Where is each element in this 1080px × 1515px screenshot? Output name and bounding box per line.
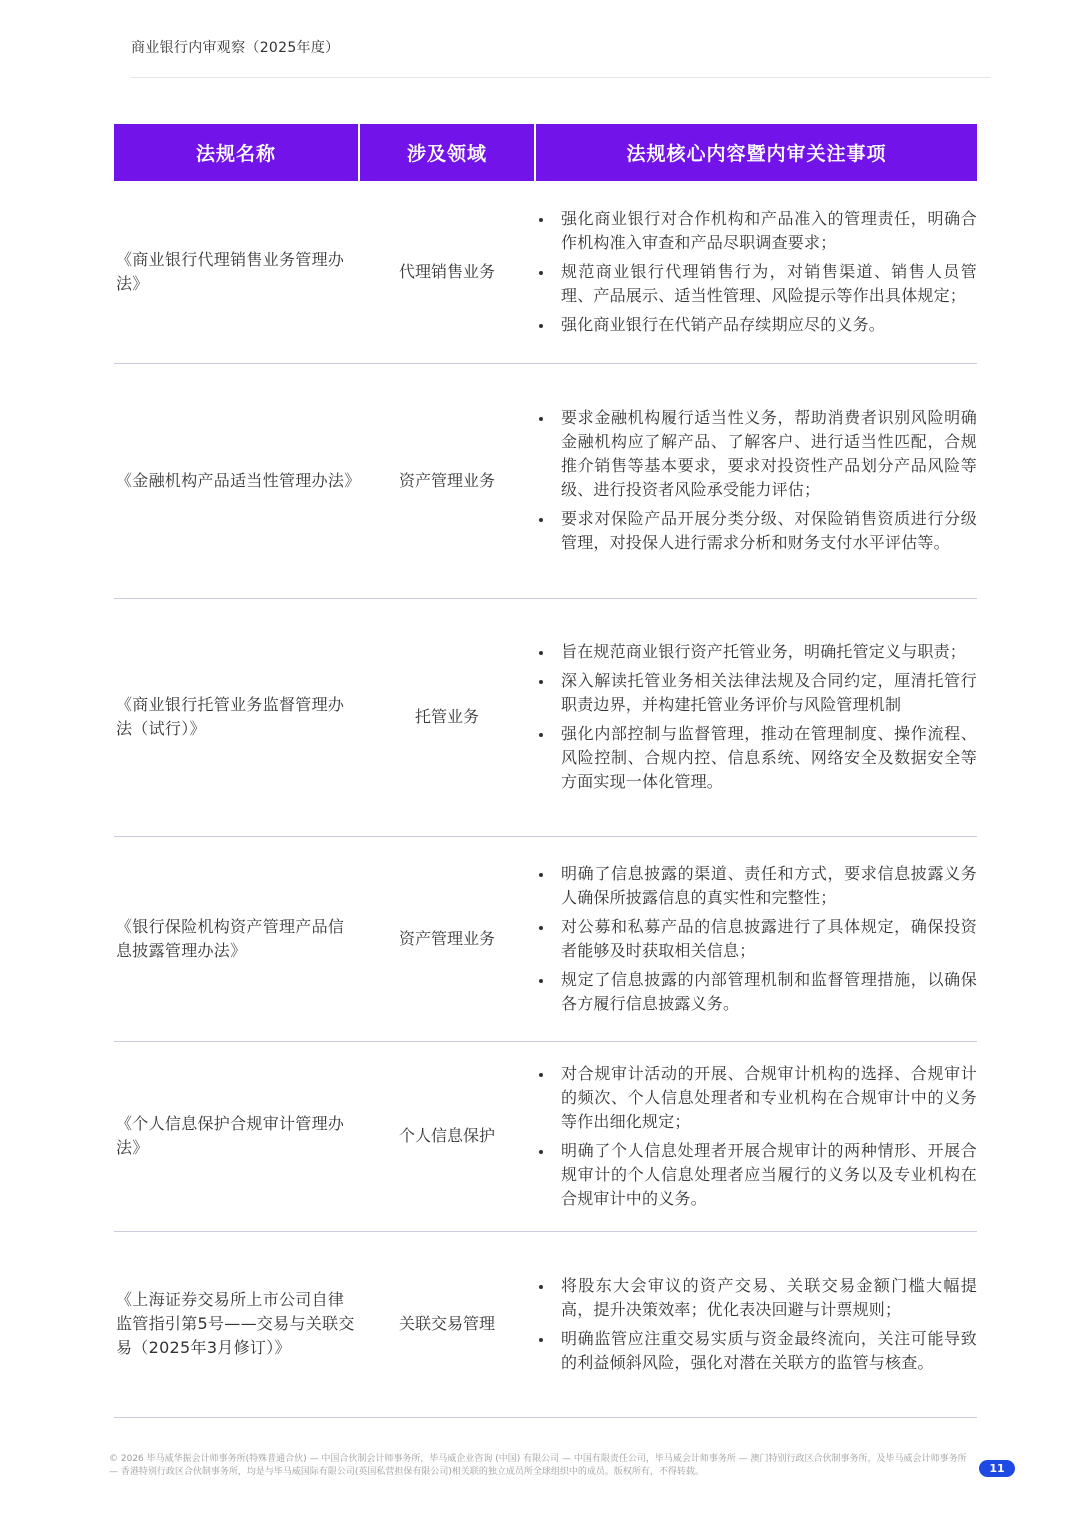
header-divider xyxy=(131,77,991,78)
bullet-point: 对公募和私募产品的信息披露进行了具体规定，确保投资者能够及时获取相关信息； xyxy=(537,915,977,963)
table-header-row xyxy=(114,124,977,181)
bullet-point: 强化内部控制与监督管理，推动在管理制度、操作流程、风险控制、合规内控、信息系统、网络安全及数据安全等方面实现一体化管理。 xyxy=(537,722,977,794)
bullet-point: 明确了信息披露的渠道、责任和方式，要求信息披露义务人确保所披露信息的真实性和完整性； xyxy=(537,862,977,910)
bullet-point: 深入解读托管业务相关法律法规及合同约定，厘清托管行职责边界，并构建托管业务评价与风险管理机制 xyxy=(537,669,977,717)
page-number-badge: 11 xyxy=(979,1460,1015,1477)
bullet-point: 规范商业银行代理销售行为，对销售渠道、销售人员管理、产品展示、适当性管理、风险提示等作出具体规定； xyxy=(537,260,977,308)
bullet-point: 旨在规范商业银行资产托管业务，明确托管定义与职责； xyxy=(537,640,977,664)
table-row xyxy=(114,181,977,363)
regulation-name: 《银行保险机构资产管理产品信息披露管理办法》 xyxy=(114,836,359,1041)
regulation-domain: 个人信息保护 xyxy=(359,1041,535,1231)
table-row xyxy=(114,363,977,598)
bullet-point: 将股东大会审议的资产交易、关联交易金额门槛大幅提高，提升决策效率；优化表决回避与计票规则； xyxy=(537,1274,977,1322)
regulation-name: 《商业银行托管业务监督管理办法（试行）》 xyxy=(114,598,359,836)
regulation-points xyxy=(535,1231,977,1417)
header-title: 商业银行内审观察（2025年度） xyxy=(131,40,340,56)
regulation-domain: 代理销售业务 xyxy=(359,181,535,363)
table-row xyxy=(114,1041,977,1231)
bullet-point: 对合规审计活动的开展、合规审计机构的选择、合规审计的频次、个人信息处理者和专业机构在合规审计中的义务等作出细化规定； xyxy=(537,1062,977,1134)
regulation-points xyxy=(535,598,977,836)
regulation-name: 《个人信息保护合规审计管理办法》 xyxy=(114,1041,359,1231)
bullet-point: 强化商业银行在代销产品存续期应尽的义务。 xyxy=(537,313,977,337)
regulation-domain: 资产管理业务 xyxy=(359,836,535,1041)
footer-copyright: © 2026 毕马威华振会计师事务所(特殊普通合伙) — 中国合伙制会计师事务所，毕马威企业咨询 (中国) 有限公司 — 中国有限责任公司，毕马威会计师事务所 — 澳门特别行政区合伙制事务所，及毕马威会计师事务所 — 香港特别行政区合伙制事务所，均是与毕马威国际有限公司(英国私营担保有限公司)相关联的独立成员所全球组织中的成员。版权所有，不得转载。 xyxy=(109,1454,967,1477)
regulation-domain: 托管业务 xyxy=(359,598,535,836)
table-row xyxy=(114,598,977,836)
bullet-point: 规定了信息披露的内部管理机制和监督管理措施，以确保各方履行信息披露义务。 xyxy=(537,968,977,1016)
regulations-table xyxy=(114,124,977,1418)
bullet-point: 强化商业银行对合作机构和产品准入的管理责任，明确合作机构准入审查和产品尽职调查要求； xyxy=(537,207,977,255)
column-header-domain: 涉及领域 xyxy=(359,124,535,181)
regulation-name: 《金融机构产品适当性管理办法》 xyxy=(114,363,359,598)
regulation-points xyxy=(535,181,977,363)
regulation-domain: 关联交易管理 xyxy=(359,1231,535,1417)
column-header-name: 法规名称 xyxy=(114,124,359,181)
bullet-point: 明确了个人信息处理者开展合规审计的两种情形、开展合规审计的个人信息处理者应当履行的义务以及专业机构在合规审计中的义务。 xyxy=(537,1139,977,1211)
regulation-points xyxy=(535,1041,977,1231)
bullet-point: 明确监管应注重交易实质与资金最终流向，关注可能导致的利益倾斜风险，强化对潜在关联方的监管与核查。 xyxy=(537,1327,977,1375)
regulation-points xyxy=(535,836,977,1041)
regulation-domain: 资产管理业务 xyxy=(359,363,535,598)
table-row xyxy=(114,1231,977,1417)
table-row xyxy=(114,836,977,1041)
bullet-point: 要求对保险产品开展分类分级、对保险销售资质进行分级管理，对投保人进行需求分析和财务支付水平评估等。 xyxy=(537,507,977,555)
regulation-name: 《商业银行代理销售业务管理办法》 xyxy=(114,181,359,363)
column-header-content: 法规核心内容暨内审关注事项 xyxy=(535,124,977,181)
bullet-point: 要求金融机构履行适当性义务，帮助消费者识别风险明确金融机构应了解产品、了解客户、进行适当性匹配，合规推介销售等基本要求，要求对投资性产品划分产品风险等级、进行投资者风险承受能力评估； xyxy=(537,406,977,502)
regulation-name: 《上海证券交易所上市公司自律监管指引第5号——交易与关联交易（2025年3月修订）》 xyxy=(114,1231,359,1417)
regulation-points xyxy=(535,363,977,598)
